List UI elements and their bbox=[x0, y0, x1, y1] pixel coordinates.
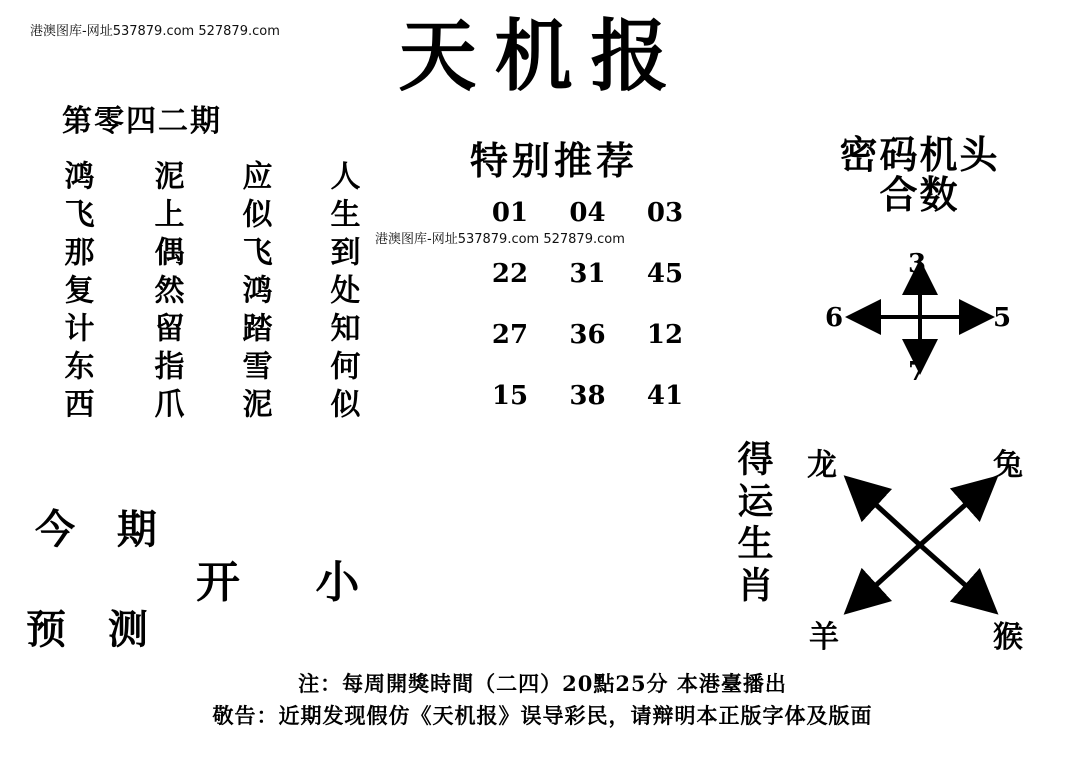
code-head-cross bbox=[815, 245, 1025, 390]
zodiac-title: 得运生肖 bbox=[732, 440, 774, 608]
table-row bbox=[480, 259, 695, 289]
poem-column-1: 人生到处知何似 bbox=[324, 160, 360, 426]
zodiac-top-right: 兔 bbox=[993, 448, 1023, 483]
issue-number: 第零四二期 bbox=[62, 104, 222, 139]
watermark-top: 港澳图库-网址537879.com 527879.com bbox=[30, 24, 280, 39]
code-number-bottom: 7 bbox=[908, 357, 927, 387]
footer-note: 注：每周開獎時間（二四）20點25分 本港臺播出 bbox=[298, 671, 787, 696]
recommendation-number: 36 bbox=[569, 320, 606, 350]
watermark-middle: 港澳图库-网址537879.com 527879.com bbox=[375, 232, 625, 247]
recommendation-number: 03 bbox=[646, 198, 684, 228]
recommendation-grid bbox=[480, 198, 695, 442]
recommendation-number: 15 bbox=[491, 381, 529, 411]
recommendation-title: 特别推荐 bbox=[470, 138, 639, 183]
zodiac-box bbox=[795, 440, 1045, 655]
table-row bbox=[480, 320, 695, 350]
code-head-subtitle: 合数 bbox=[879, 171, 960, 217]
table-row bbox=[480, 198, 695, 228]
forecast-line-3: 预 测 bbox=[26, 606, 162, 653]
recommendation-number: 27 bbox=[491, 320, 529, 350]
poem-column-2: 应似飞鸿踏雪泥 bbox=[236, 160, 272, 426]
zodiac-bottom-left: 羊 bbox=[809, 620, 839, 655]
recommendation-number: 12 bbox=[646, 320, 684, 350]
recommendation-number: 31 bbox=[569, 259, 606, 289]
recommendation-number: 45 bbox=[646, 259, 684, 289]
forecast-line-2: 开 小 bbox=[196, 557, 390, 608]
zodiac-bottom-right: 猴 bbox=[993, 620, 1023, 655]
recommendation-number: 01 bbox=[491, 198, 529, 228]
code-head-title bbox=[812, 132, 1027, 217]
recommendation-number: 04 bbox=[569, 198, 606, 228]
recommendation-number: 41 bbox=[646, 381, 684, 411]
footer-warning: 敬告：近期发现假仿《天机报》误导彩民，请辩明本正版字体及版面 bbox=[212, 703, 873, 728]
recommendation-number: 22 bbox=[491, 259, 529, 289]
recommendation-number: 38 bbox=[569, 381, 606, 411]
code-number-right: 5 bbox=[993, 303, 1012, 333]
table-row bbox=[480, 381, 695, 411]
code-number-top: 3 bbox=[908, 249, 927, 279]
poem-column-4: 鸿飞那复计东西 bbox=[58, 160, 94, 426]
forecast-line-1: 今 期 bbox=[35, 506, 171, 553]
page-title: 天机报 bbox=[398, 11, 687, 102]
poem-column-3: 泥上偶然留指爪 bbox=[148, 160, 184, 426]
zodiac-top-left: 龙 bbox=[807, 448, 837, 483]
code-number-left: 6 bbox=[825, 303, 844, 333]
code-head-title-text: 密码机头 bbox=[839, 132, 1000, 177]
